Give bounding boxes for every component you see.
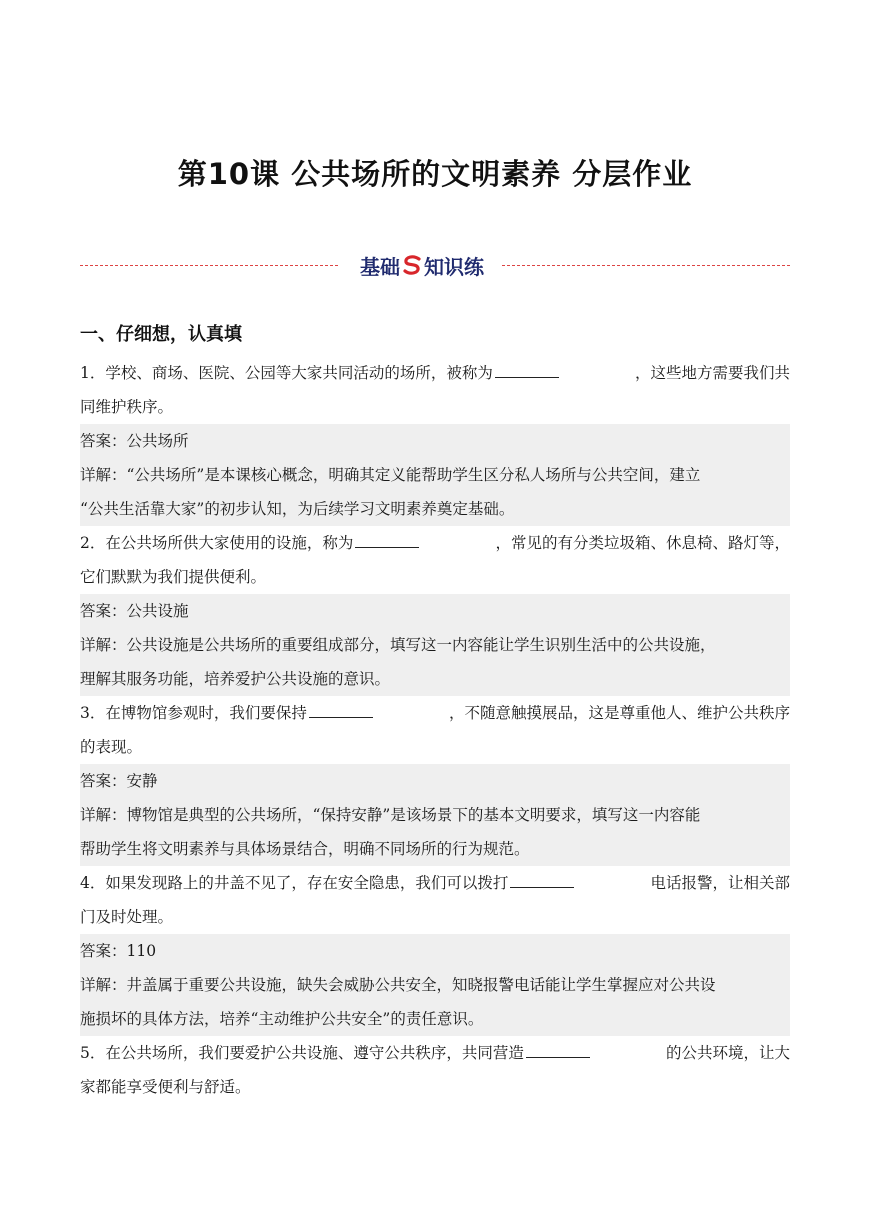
question-1-line-1	[80, 356, 790, 390]
question-text: ，这些地方需要我们共	[634, 364, 790, 382]
detail-1-line-2: “公共生活靠大家”的初步认知，为后续学习文明素养奠定基础。	[80, 492, 790, 526]
question-text: ，不随意触摸展品，这是尊重他人、维护公共秩序	[448, 704, 790, 722]
question-3-line-1	[80, 696, 790, 730]
question-text: 2．在公共场所供大家使用的设施，称为	[80, 534, 354, 552]
detail-4-line-1: 详解：井盖属于重要公共设施，缺失会威胁公共安全，知晓报警电话能让学生掌握应对公共设	[80, 968, 790, 1002]
answer-1: 答案：公共场所	[80, 424, 790, 458]
question-list	[80, 356, 790, 1104]
detail-2-line-1: 详解：公共设施是公共场所的重要组成部分，填写这一内容能让学生识别生活中的公共设施，	[80, 628, 790, 662]
question-text: 的公共环境，让大	[665, 1044, 790, 1062]
detail-4-line-2: 施损坏的具体方法，培养“主动维护公共安全”的责任意识。	[80, 1002, 790, 1036]
question-text: 4．如果发现路上的井盖不见了，存在安全隐患，我们可以拨打	[80, 874, 509, 892]
banner-divider-right	[502, 265, 790, 266]
section-banner	[80, 250, 790, 280]
banner-label-right: 知识练	[424, 254, 484, 279]
page-title: 第10课 公共场所的文明素养 分层作业	[177, 157, 693, 191]
question-text: 1．学校、商场、医院、公园等大家共同活动的场所，被称为	[80, 364, 493, 382]
question-2-line-1	[80, 526, 790, 560]
detail-1-line-1: 详解：“公共场所”是本课核心概念，明确其定义能帮助学生区分私人场所与公共空间，建立	[80, 458, 790, 492]
banner-mark	[342, 250, 502, 280]
detail-3-line-1: 详解：博物馆是典型的公共场所，“保持安静”是该场景下的基本文明要求，填写这一内容能	[80, 798, 790, 832]
question-5-line-1	[80, 1036, 790, 1070]
question-text: 电话报警，让相关部	[650, 874, 790, 892]
section-heading: 一、仔细想，认真填	[80, 324, 242, 345]
swirl-icon	[401, 254, 423, 276]
question-4-line-2: 门及时处理。	[80, 908, 174, 926]
question-4-line-1	[80, 866, 790, 900]
answer-blank	[309, 697, 373, 718]
detail-3-line-2: 帮助学生将文明素养与具体场景结合，明确不同场所的行为规范。	[80, 832, 790, 866]
answer-blank	[526, 1037, 590, 1058]
answer-2: 答案：公共设施	[80, 594, 790, 628]
banner-label-left: 基础	[360, 254, 400, 279]
answer-blank	[495, 357, 559, 378]
answer-blank	[510, 867, 574, 888]
question-2-line-2: 它们默默为我们提供便利。	[80, 568, 267, 586]
question-text: 3．在博物馆参观时，我们要保持	[80, 704, 307, 722]
question-5-line-2: 家都能享受便利与舒适。	[80, 1078, 251, 1096]
question-3-line-2: 的表现。	[80, 738, 143, 756]
answer-4: 答案：110	[80, 934, 790, 968]
question-text: ，常见的有分类垃圾箱、休息椅、路灯等，	[495, 534, 790, 552]
question-text: 5．在公共场所，我们要爱护公共设施、遵守公共秩序，共同营造	[80, 1044, 524, 1062]
question-1-line-2: 同维护秩序。	[80, 398, 174, 416]
answer-blank	[355, 527, 419, 548]
answer-3: 答案：安静	[80, 764, 790, 798]
detail-2-line-2: 理解其服务功能，培养爱护公共设施的意识。	[80, 662, 790, 696]
banner-divider-left	[80, 265, 338, 266]
